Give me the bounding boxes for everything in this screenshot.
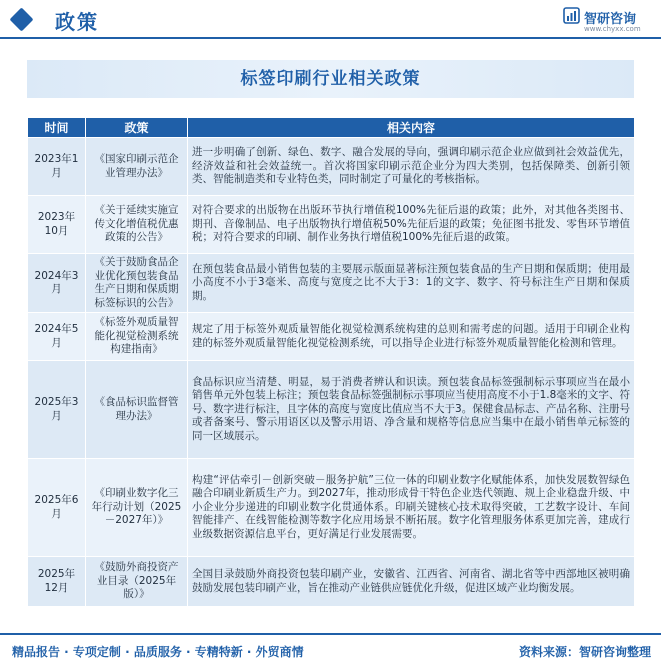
cell-content: 食品标识应当清楚、明显，易于消费者辨认和识读。预包装食品标签强制标示事项应当在最小销售单元外包装上标注；预包装食品标签强制标示事项应当使用高度不小于1.8毫米的文字、符号、数字进行标注，且字体的高度与宽度比值应当不大于3。保健食品标志、产品名称、注册号或者备案号、警示用语区以及警示用语、净含量和规格等信息应当集中在最小销售单元标签的同一区域展示。 [188, 361, 635, 459]
footer-source: 资料来源：智研咨询整理 [518, 645, 651, 659]
cell-time: 2023年10月 [28, 196, 86, 254]
cell-content: 全国目录鼓励外商投资包装印刷产业，安徽省、江西省、河南省、湖北省等中西部地区被明确鼓励发展包装印刷产业，旨在推动产业链供应链优化升级，促进区域产业均衡发展。 [188, 557, 635, 607]
cell-time: 2025年12月 [28, 557, 86, 607]
footer-services: 精品报告 · 专项定制 · 品质服务 · 专精特新 · 外贸商情 [12, 645, 304, 659]
table-row [28, 361, 635, 459]
table-row [28, 196, 635, 254]
cell-policy: 《鼓励外商投资产业目录（2025年版）》 [86, 557, 188, 607]
cell-content: 进一步明确了创新、绿色、数字、融合发展的导向，强调印刷示范企业应做到社会效益优先，经济效益和社会效益统一。首次将国家印刷示范企业分为四大类别，包括保障类、创新引领类、智能制造类和专业特色类，同时制定了可量化的考核指标。 [188, 138, 635, 196]
diamond-icon [9, 7, 33, 31]
title-banner [27, 60, 634, 98]
cell-policy: 《国家印刷示范企业管理办法》 [86, 138, 188, 196]
brand-url: www.chyxx.com [584, 25, 641, 33]
header-divider [0, 37, 661, 39]
table-row [28, 138, 635, 196]
chart-logo-icon [563, 7, 580, 24]
cell-content: 规定了用于标签外观质量智能化视觉检测系统构建的总则和需考虑的问题。适用于印刷企业构建的标签外观质量智能化视觉检测系统，可以指导企业进行标签外观质量智能化检测和管理。 [188, 313, 635, 361]
cell-content: 构建“评估牵引－创新突破－服务护航”三位一体的印刷业数字化赋能体系，加快发展数智绿色融合印刷业新质生产力。到2027年，推动形成骨干特色企业迭代领跑、规上企业稳盘升级、中小企业分步递进的印刷业数字化贯通体系。印刷关键核心技术取得突破，工艺数字设计、车间智能排产、在线智能检测等数字化应用场景不断拓展。数字化管理服务体系更加完善，建成行业级数据资源信息平台，更好满足行业发展需要。 [188, 459, 635, 557]
cell-policy: 《关于延续实施宣传文化增值税优惠政策的公告》 [86, 196, 188, 254]
cell-content: 对符合要求的出版物在出版环节执行增值税100%先征后退的政策；此外，对其他各类图书、期刊、音像制品、电子出版物执行增值税50%先征后退的政策；免征图书批发、零售环节增值税；对符合要求的印刷、制作业务执行增值税100%先征后退的政策。 [188, 196, 635, 254]
column-header-time: 时间 [28, 118, 86, 138]
cell-time: 2025年3月 [28, 361, 86, 459]
cell-policy: 《印刷业数字化三年行动计划（2025－2027年）》 [86, 459, 188, 557]
table-header-row [28, 118, 635, 138]
column-header-content: 相关内容 [188, 118, 635, 138]
table-row [28, 459, 635, 557]
table-title: 标签印刷行业相关政策 [240, 69, 421, 89]
footer-divider [0, 633, 661, 635]
brand-name: 智研咨询 [584, 12, 637, 27]
cell-time: 2024年3月 [28, 254, 86, 313]
section-title: 政策 [55, 10, 99, 34]
table-row [28, 254, 635, 313]
cell-time: 2024年5月 [28, 313, 86, 361]
cell-content: 在预包装食品最小销售包装的主要展示版面显著标注预包装食品的生产日期和保质期；使用最小高度不小于3毫米、高度与宽度之比不大于3：1的文字、数字、符号标注生产日期和保质期。 [188, 254, 635, 313]
cell-policy: 《标签外观质量智能化视觉检测系统构建指南》 [86, 313, 188, 361]
page-header [0, 0, 661, 40]
cell-policy: 《关于鼓励食品企业优化预包装食品生产日期和保质期标签标识的公告》 [86, 254, 188, 313]
brand-logo [563, 6, 658, 36]
cell-policy: 《食品标识监督管理办法》 [86, 361, 188, 459]
column-header-policy: 政策 [86, 118, 188, 138]
table-row [28, 557, 635, 607]
table-row [28, 313, 635, 361]
page-footer [0, 631, 661, 665]
cell-time: 2023年1月 [28, 138, 86, 196]
cell-time: 2025年6月 [28, 459, 86, 557]
policy-table [27, 117, 635, 607]
